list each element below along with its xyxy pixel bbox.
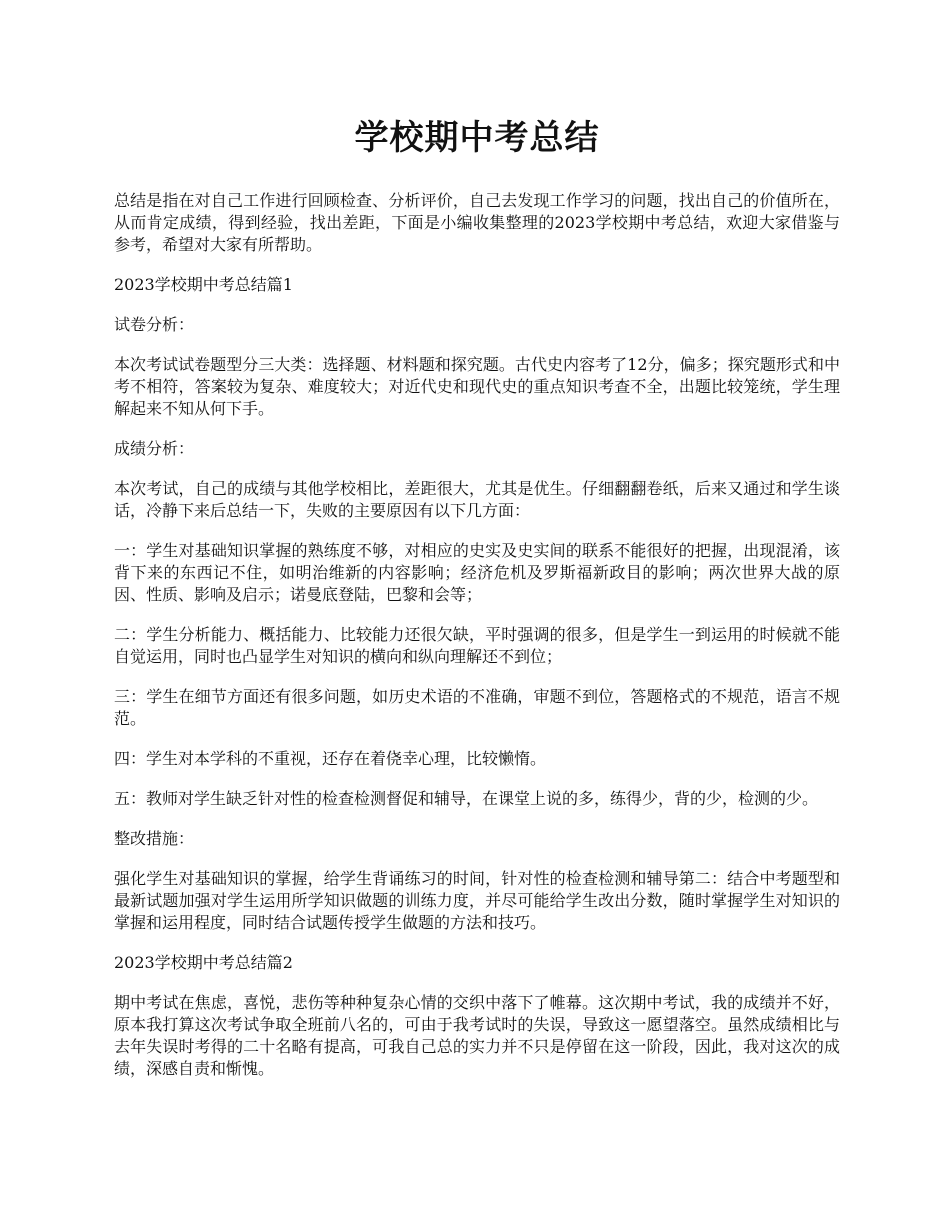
intro-paragraph: 总结是指在对自己工作进行回顾检查、分析评价，自己去发现工作学习的问题，找出自己的价值所在，从而肯定成绩，得到经验，找出差距，下面是小编收集整理的2023学校期中考总结，欢迎大家借鉴与参考，希望对大家有所帮助。 bbox=[114, 191, 840, 254]
paragraph-part-2: 期中考试在焦虑，喜悦，悲伤等种种复杂心情的交织中落下了帷幕。这次期中考试，我的成绩并不好，原本我打算这次考试争取全班前八名的，可由于我考试时的失误，导致这一愿望落空。虽然成绩相比与去年失误时考得的二十名略有提高，可我自己总的实力并不只是停留在这一阶段，因此，我对这次的成绩，深感自责和惭愧。 bbox=[114, 993, 840, 1078]
paragraph-improvement: 强化学生对基础知识的掌握，给学生背诵练习的时间，针对性的检查检测和辅导第二：结合中考题型和最新试题加强对学生运用所学知识做题的训练力度，并尽可能给学生改出分数，随时掌握学生对知识的掌握和运用程度，同时结合试题传授学生做题的方法和技巧。 bbox=[114, 869, 840, 932]
section-heading-part-2: 2023学校期中考总结篇2 bbox=[114, 953, 293, 972]
document-page bbox=[114, 112, 840, 1098]
paragraph-score-analysis: 本次考试，自己的成绩与其他学校相比，差距很大，尤其是优生。仔细翻翻卷纸，后来又通过和学生谈话，冷静下来后总结一下，失败的主要原因有以下几方面： bbox=[114, 479, 840, 520]
document-title: 学校期中考总结 bbox=[354, 118, 600, 158]
subheading-score-analysis: 成绩分析： bbox=[114, 439, 195, 458]
paragraph-paper-analysis: 本次考试试卷题型分三大类：选择题、材料题和探究题。古代史内容考了12分，偏多；探究题形式和中考不相符，答案较为复杂、难度较大；对近代史和现代史的重点知识考查不全，出题比较笼统，学生理解起来不知从何下手。 bbox=[114, 355, 840, 418]
paragraph-point-1: 一：学生对基础知识掌握的熟练度不够，对相应的史实及史实间的联系不能很好的把握，出现混淆，该背下来的东西记不住，如明治维新的内容影响；经济危机及罗斯福新政目的影响；两次世界大战的原因、性质、影响及启示；诺曼底登陆，巴黎和会等； bbox=[114, 541, 840, 604]
paragraph-point-2: 二：学生分析能力、概括能力、比较能力还很欠缺，平时强调的很多，但是学生一到运用的时候就不能自觉运用，同时也凸显学生对知识的横向和纵向理解还不到位； bbox=[114, 625, 840, 666]
paragraph-point-3: 三：学生在细节方面还有很多问题，如历史术语的不准确，审题不到位，答题格式的不规范，语言不规范。 bbox=[114, 687, 840, 728]
section-heading-part-1: 2023学校期中考总结篇1 bbox=[114, 275, 293, 294]
paragraph-point-4: 四：学生对本学科的不重视，还存在着侥幸心理，比较懒惰。 bbox=[114, 749, 547, 768]
subheading-paper-analysis: 试卷分析： bbox=[114, 315, 195, 334]
subheading-improvement: 整改措施： bbox=[114, 829, 195, 848]
paragraph-point-5: 五：教师对学生缺乏针对性的检查检测督促和辅导，在课堂上说的多，练得少，背的少，检测的少。 bbox=[114, 789, 819, 808]
